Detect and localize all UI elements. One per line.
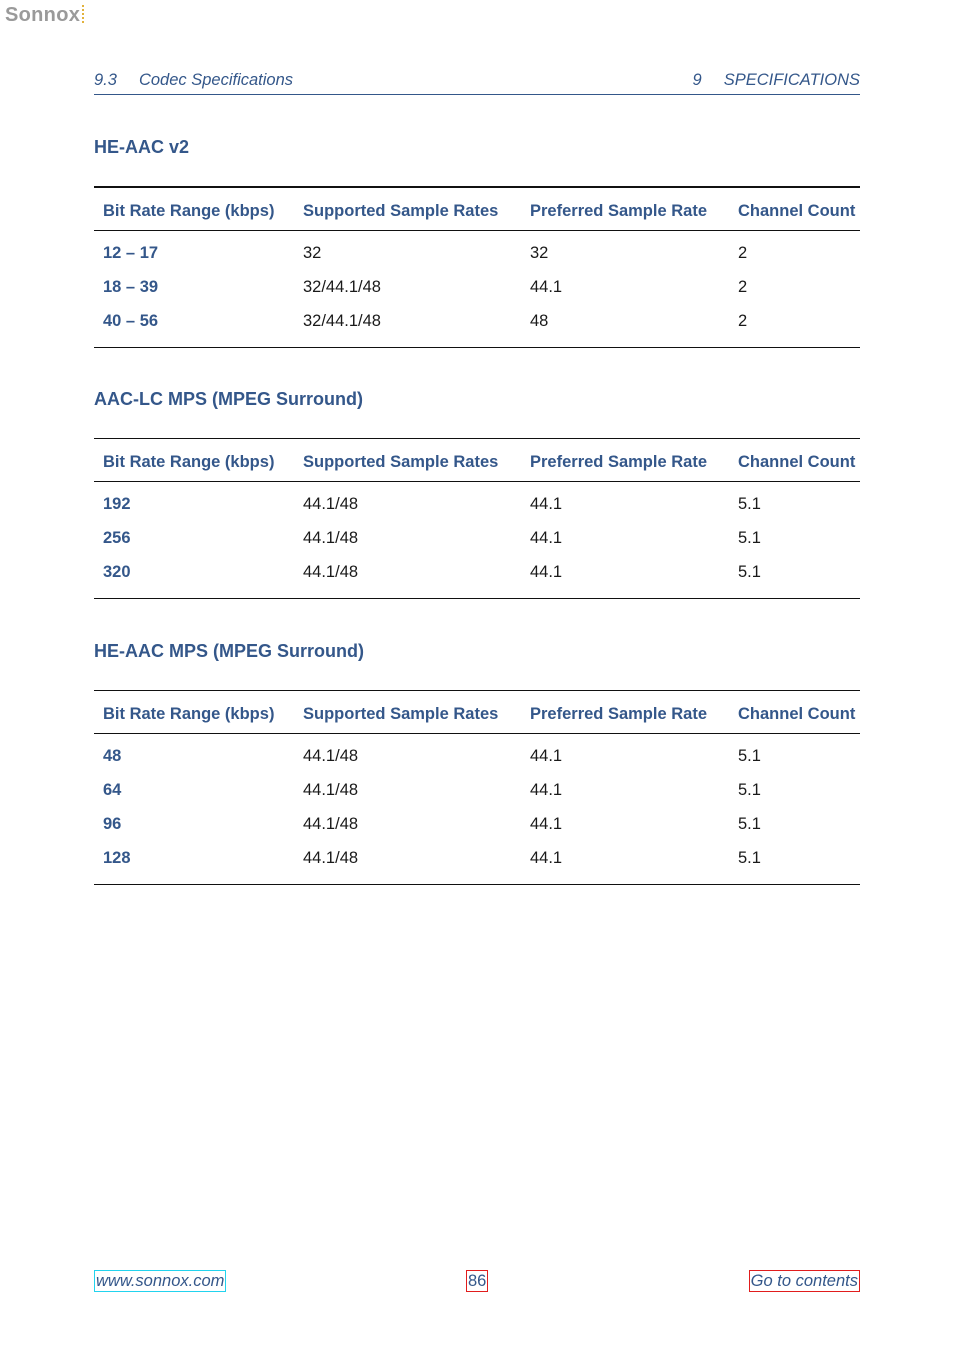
cell-channel-count: 2 xyxy=(738,244,748,262)
chapter-number: 9 xyxy=(692,71,702,89)
running-header xyxy=(94,71,860,95)
cell-preferred-rate: 44.1 xyxy=(530,563,563,581)
website-link[interactable]: www.sonnox.com xyxy=(96,1272,225,1290)
cell-bit-rate: 256 xyxy=(103,529,131,547)
cell-supported-rates: 44.1/48 xyxy=(303,563,359,581)
cell-bit-rate: 320 xyxy=(103,563,131,581)
cell-supported-rates: 44.1/48 xyxy=(303,747,359,765)
cell-preferred-rate: 44.1 xyxy=(530,849,563,867)
cell-preferred-rate: 44.1 xyxy=(530,781,563,799)
logo-text: Sonnox xyxy=(5,4,81,26)
cell-channel-count: 5.1 xyxy=(738,849,761,867)
cell-bit-rate: 12 – 17 xyxy=(103,244,159,262)
cell-supported-rates: 44.1/48 xyxy=(303,849,359,867)
sonnox-logo xyxy=(5,4,84,27)
section-number: 9.3 xyxy=(94,71,117,89)
cell-preferred-rate: 44.1 xyxy=(530,747,563,765)
cell-bit-rate: 192 xyxy=(103,495,131,513)
cell-preferred-rate: 32 xyxy=(530,244,549,262)
column-header-preferred-rate: Preferred Sample Rate xyxy=(530,453,707,471)
cell-bit-rate: 96 xyxy=(103,815,122,833)
cell-preferred-rate: 44.1 xyxy=(530,815,563,833)
column-header-supported-rates: Supported Sample Rates xyxy=(303,202,499,220)
table-body xyxy=(94,231,860,348)
cell-supported-rates: 32/44.1/48 xyxy=(303,278,381,296)
spec-table xyxy=(94,690,860,885)
logo-mark-icon xyxy=(82,5,84,23)
column-header-supported-rates: Supported Sample Rates xyxy=(303,705,499,723)
cell-channel-count: 5.1 xyxy=(738,747,761,765)
column-header-preferred-rate: Preferred Sample Rate xyxy=(530,705,707,723)
cell-supported-rates: 32 xyxy=(303,244,322,262)
cell-supported-rates: 44.1/48 xyxy=(303,815,359,833)
section-heading: HE-AAC MPS (MPEG Surround) xyxy=(94,641,364,661)
cell-preferred-rate: 44.1 xyxy=(530,529,563,547)
table-row xyxy=(94,844,860,878)
section-heading: HE-AAC v2 xyxy=(94,137,190,157)
column-header-preferred-rate: Preferred Sample Rate xyxy=(530,202,707,220)
chapter-title: SPECIFICATIONS xyxy=(723,71,860,89)
table-row xyxy=(94,742,860,776)
table-header-row xyxy=(94,439,860,482)
cell-bit-rate: 48 xyxy=(103,747,122,765)
cell-supported-rates: 44.1/48 xyxy=(303,529,359,547)
table-row xyxy=(94,810,860,844)
table-row xyxy=(94,524,860,558)
column-header-channel-count: Channel Count xyxy=(738,202,856,220)
cell-supported-rates: 32/44.1/48 xyxy=(303,312,381,330)
cell-channel-count: 2 xyxy=(738,312,748,330)
cell-channel-count: 5.1 xyxy=(738,781,761,799)
table-row xyxy=(94,490,860,524)
cell-channel-count: 5.1 xyxy=(738,563,761,581)
table-row xyxy=(94,307,860,341)
column-header-bit-rate: Bit Rate Range (kbps) xyxy=(103,705,275,723)
cell-preferred-rate: 44.1 xyxy=(530,495,563,513)
column-header-supported-rates: Supported Sample Rates xyxy=(303,453,499,471)
table-row xyxy=(94,239,860,273)
table-row xyxy=(94,273,860,307)
go-to-contents-link[interactable]: Go to contents xyxy=(750,1272,858,1290)
cell-channel-count: 5.1 xyxy=(738,529,761,547)
section-title: Codec Specifications xyxy=(138,71,294,89)
cell-channel-count: 5.1 xyxy=(738,495,761,513)
table-row xyxy=(94,558,860,592)
column-header-bit-rate: Bit Rate Range (kbps) xyxy=(103,202,275,220)
cell-preferred-rate: 44.1 xyxy=(530,278,563,296)
cell-bit-rate: 40 – 56 xyxy=(103,312,159,330)
running-header-left xyxy=(94,71,293,90)
spec-table xyxy=(94,186,860,348)
table-row xyxy=(94,776,860,810)
spec-table xyxy=(94,438,860,599)
table-body xyxy=(94,482,860,599)
cell-preferred-rate: 48 xyxy=(530,312,549,330)
column-header-channel-count: Channel Count xyxy=(738,705,856,723)
table-header-row xyxy=(94,188,860,231)
page-number-link[interactable]: 86 xyxy=(468,1272,487,1290)
column-header-bit-rate: Bit Rate Range (kbps) xyxy=(103,453,275,471)
column-header-channel-count: Channel Count xyxy=(738,453,856,471)
cell-supported-rates: 44.1/48 xyxy=(303,781,359,799)
table-header-row xyxy=(94,691,860,734)
cell-bit-rate: 18 – 39 xyxy=(103,278,159,296)
cell-channel-count: 5.1 xyxy=(738,815,761,833)
cell-bit-rate: 128 xyxy=(103,849,131,867)
cell-bit-rate: 64 xyxy=(103,781,122,799)
table-body xyxy=(94,734,860,885)
section-heading: AAC-LC MPS (MPEG Surround) xyxy=(94,389,363,409)
cell-supported-rates: 44.1/48 xyxy=(303,495,359,513)
running-header-right xyxy=(693,71,860,90)
cell-channel-count: 2 xyxy=(738,278,748,296)
